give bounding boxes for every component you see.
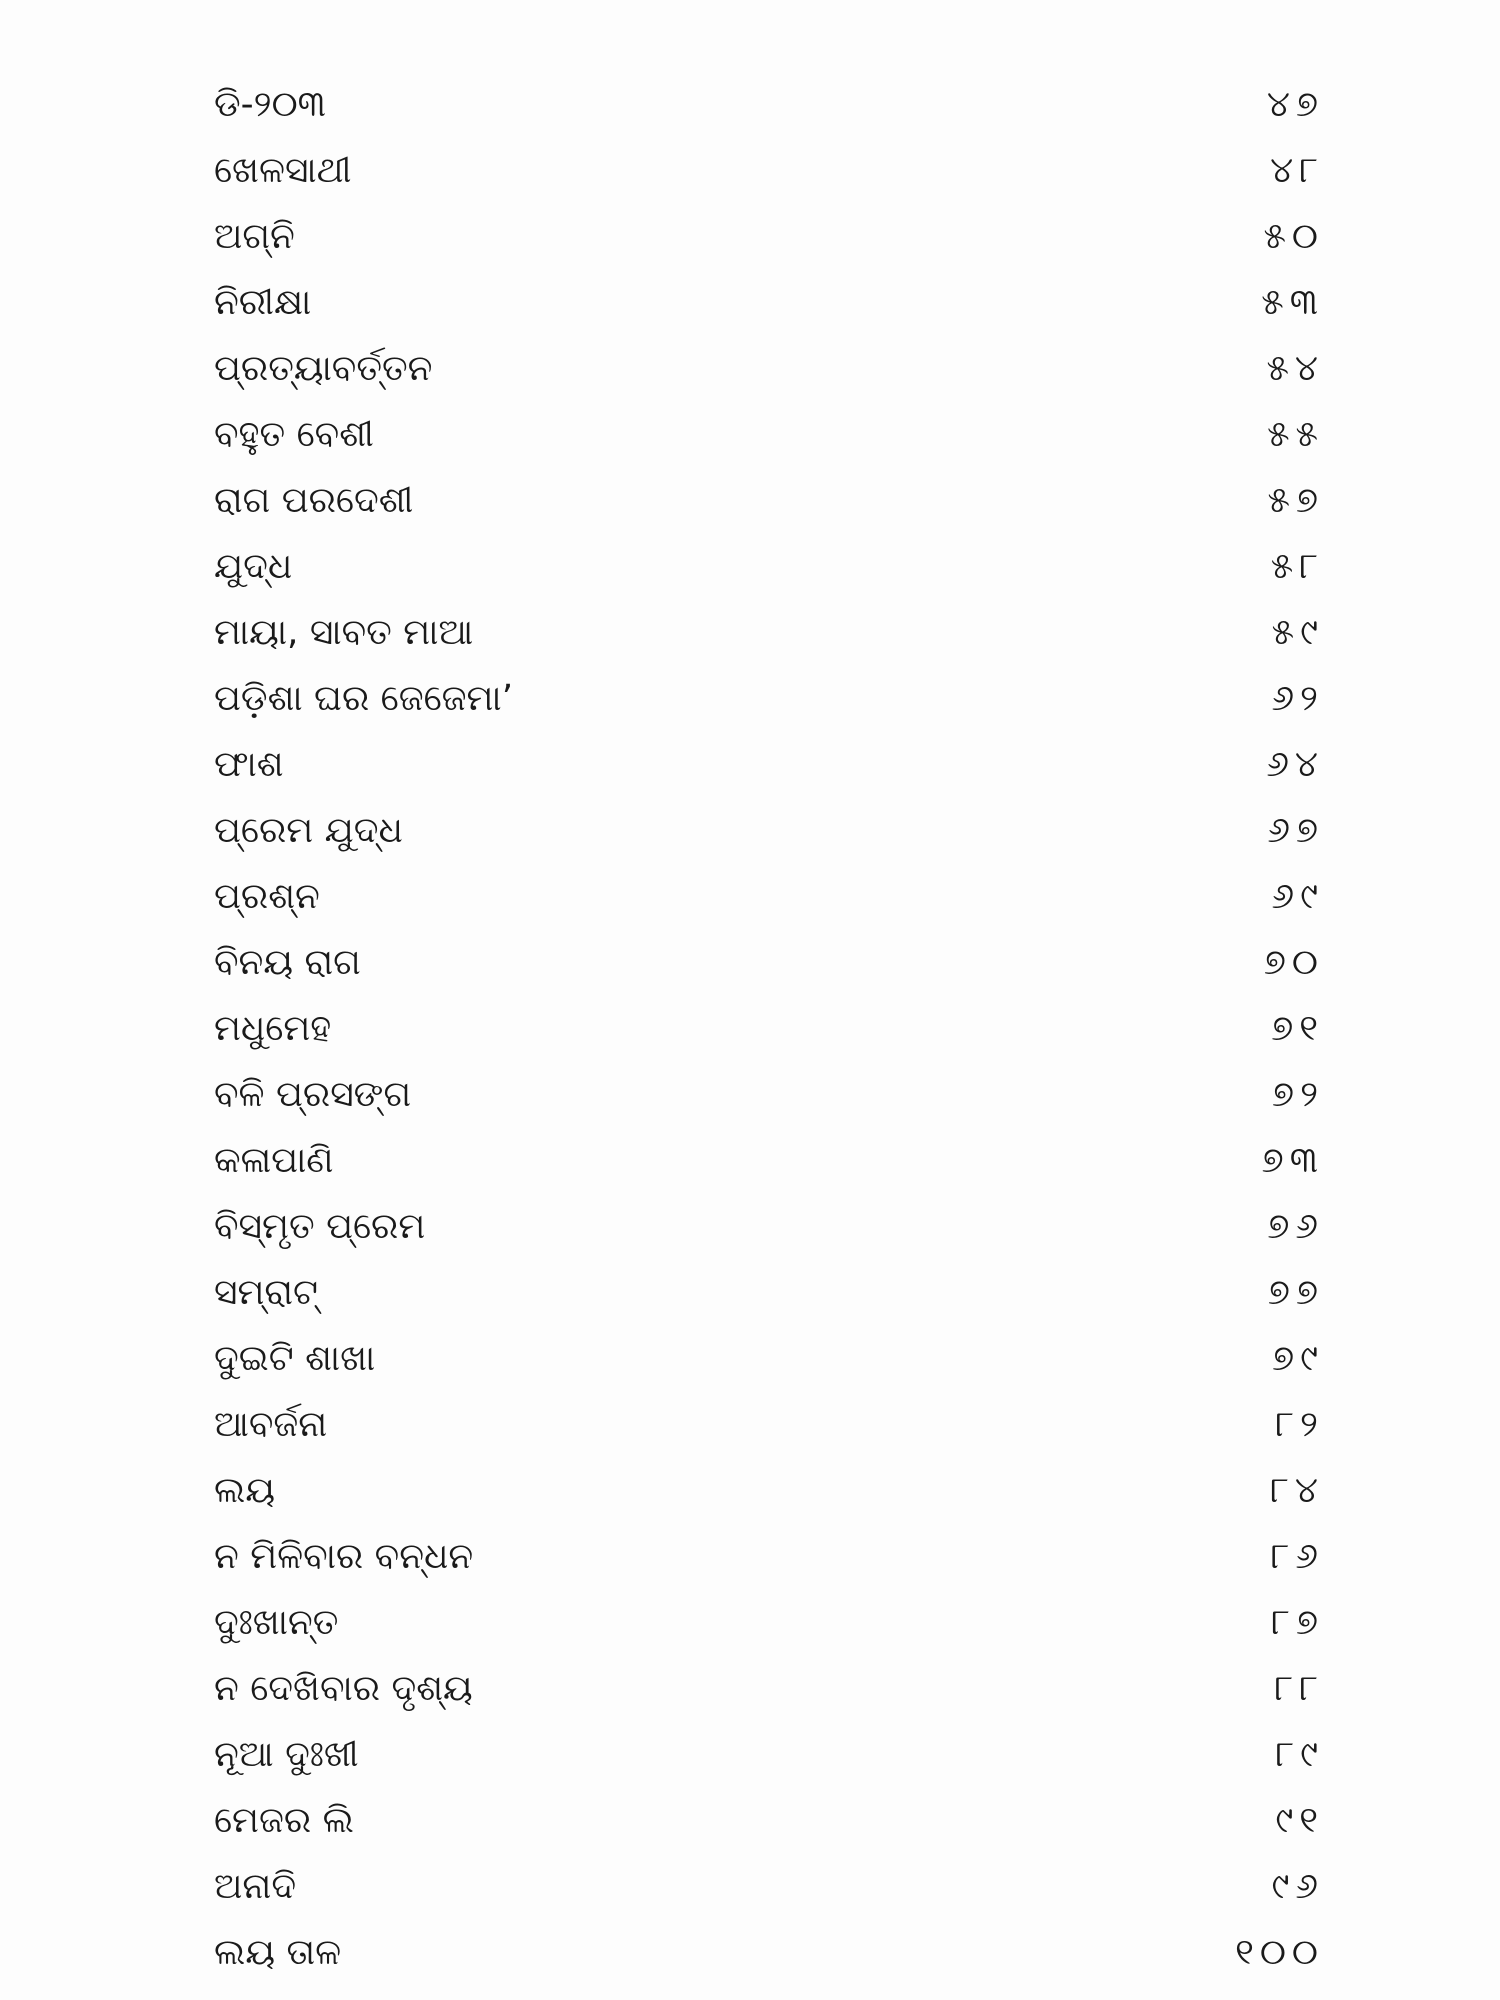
toc-page-number: ୮୭	[1271, 1602, 1324, 1643]
toc-page-number: ୯୬	[1271, 1866, 1324, 1907]
toc-page-number: ୮୪	[1270, 1470, 1324, 1511]
toc-page-number: ୫୦	[1263, 216, 1324, 257]
toc-title: ପଡ଼ିଶା ଘର ଜେଜେମା’	[214, 678, 514, 719]
toc-page-number: ୫୯	[1271, 612, 1324, 653]
toc-row	[214, 402, 1324, 468]
toc-row	[214, 72, 1324, 138]
toc-title: ଫାଶ	[214, 744, 284, 785]
toc-title: ଅଗ୍ନି	[214, 216, 295, 257]
toc-row	[214, 996, 1324, 1062]
toc-page-number: ୬୭	[1267, 810, 1324, 851]
toc-page-number: ୭୯	[1272, 1338, 1324, 1379]
toc-row	[214, 1392, 1324, 1458]
toc-row	[214, 930, 1324, 996]
toc-title: ଆବର୍ଜନା	[214, 1404, 328, 1445]
toc-title: ଯୁଦ୍ଧ	[214, 546, 293, 587]
toc-row	[214, 1722, 1324, 1788]
toc-title: ପ୍ରତ୍ୟାବର୍ତ୍ତନ	[214, 348, 433, 389]
toc-title: ଲୟ	[214, 1470, 276, 1511]
toc-row	[214, 1656, 1324, 1722]
toc-row	[214, 732, 1324, 798]
toc-title: ଦୁଃଖାନ୍ତ	[214, 1602, 339, 1643]
toc-row	[214, 798, 1324, 864]
toc-title: ଡି-୨୦୩	[214, 84, 326, 125]
toc-page-number: ୭୬	[1267, 1206, 1324, 1247]
toc-page-number: ୭୦	[1263, 942, 1324, 983]
toc-title: ମଧୁମେହ	[214, 1008, 332, 1049]
toc-row	[214, 864, 1324, 930]
toc-page-number: ୫୩	[1261, 282, 1324, 323]
toc-title: ବଳି ପ୍ରସଙ୍ଗ	[214, 1074, 412, 1115]
toc-row	[214, 138, 1324, 204]
toc-page-number: ୭୨	[1272, 1074, 1324, 1115]
toc-title: ପ୍ରଶ୍ନ	[214, 876, 320, 917]
toc-page-number: ୬୯	[1271, 876, 1324, 917]
toc-page-number: ୪୭	[1266, 84, 1324, 125]
toc-row	[214, 1458, 1324, 1524]
toc-title: ଦୁଇଟି ଶାଖା	[214, 1338, 376, 1379]
toc-page-number: ୬୨	[1271, 678, 1324, 719]
toc-row	[214, 336, 1324, 402]
toc-row	[214, 1524, 1324, 1590]
toc-row	[214, 600, 1324, 666]
toc-row	[214, 1194, 1324, 1260]
toc-row	[214, 1788, 1324, 1854]
toc-row	[214, 1590, 1324, 1656]
toc-page-number: ୪୮	[1270, 150, 1324, 191]
toc-page-number: ୮୮	[1274, 1668, 1324, 1709]
toc-title: ଅନାଦି	[214, 1866, 297, 1907]
toc-page-number: ୮୬	[1270, 1536, 1324, 1577]
toc-row	[214, 1854, 1324, 1920]
toc-row	[214, 468, 1324, 534]
toc-title: ମେଜର ଲି	[214, 1800, 354, 1841]
toc-row	[214, 534, 1324, 600]
toc-page-number: ୫୫	[1267, 414, 1324, 455]
toc-row	[214, 1260, 1324, 1326]
toc-row	[214, 1062, 1324, 1128]
toc-page-number: ୭୩	[1261, 1140, 1324, 1181]
toc-title: ସମ୍ରାଟ୍	[214, 1272, 318, 1313]
toc-title: ରାଗ ପରଦେଶୀ	[214, 480, 414, 521]
toc-title: ବିନୟ ରାଗ	[214, 942, 361, 983]
table-of-contents	[214, 72, 1324, 1986]
toc-title: ନ ଦେଖିବାର ଦୃଶ୍ୟ	[214, 1668, 473, 1709]
toc-row	[214, 204, 1324, 270]
toc-page-number: ୯୧	[1275, 1800, 1324, 1841]
toc-page-number: ୬୪	[1266, 744, 1324, 785]
toc-title: ଖେଳସାଥୀ	[214, 150, 352, 191]
toc-page-number: ୫୮	[1270, 546, 1324, 587]
toc-title: ନିରୀକ୍ଷା	[214, 282, 312, 323]
toc-row	[214, 1326, 1324, 1392]
toc-row	[214, 666, 1324, 732]
toc-page-number: ୭୭	[1267, 1272, 1324, 1313]
toc-title: ନୂଆ ଦୁଃଖୀ	[214, 1734, 359, 1775]
toc-title: ମାୟା, ସାବତ ମାଆ	[214, 612, 474, 653]
toc-page-number: ୮୨	[1275, 1404, 1324, 1445]
toc-page-number: ୫୪	[1266, 348, 1324, 389]
toc-row	[214, 1128, 1324, 1194]
toc-title: ଲୟ ତାଳ	[214, 1932, 342, 1973]
toc-page-number: ୭୧	[1271, 1008, 1324, 1049]
toc-row	[214, 1920, 1324, 1986]
toc-title: ପ୍ରେମ ଯୁଦ୍ଧ	[214, 810, 403, 851]
toc-title: ବହୁତ ବେଶୀ	[214, 414, 374, 455]
toc-title: ନ ମିଳିବାର ବନ୍ଧନ	[214, 1536, 474, 1577]
toc-page-number: ୧୦୦	[1235, 1932, 1324, 1973]
toc-title: ବିସ୍ମୃତ ପ୍ରେମ	[214, 1206, 426, 1247]
toc-row	[214, 270, 1324, 336]
toc-page-number: ୫୭	[1267, 480, 1324, 521]
toc-page-number: ୮୯	[1275, 1734, 1324, 1775]
toc-title: କଳାପାଣି	[214, 1140, 334, 1181]
